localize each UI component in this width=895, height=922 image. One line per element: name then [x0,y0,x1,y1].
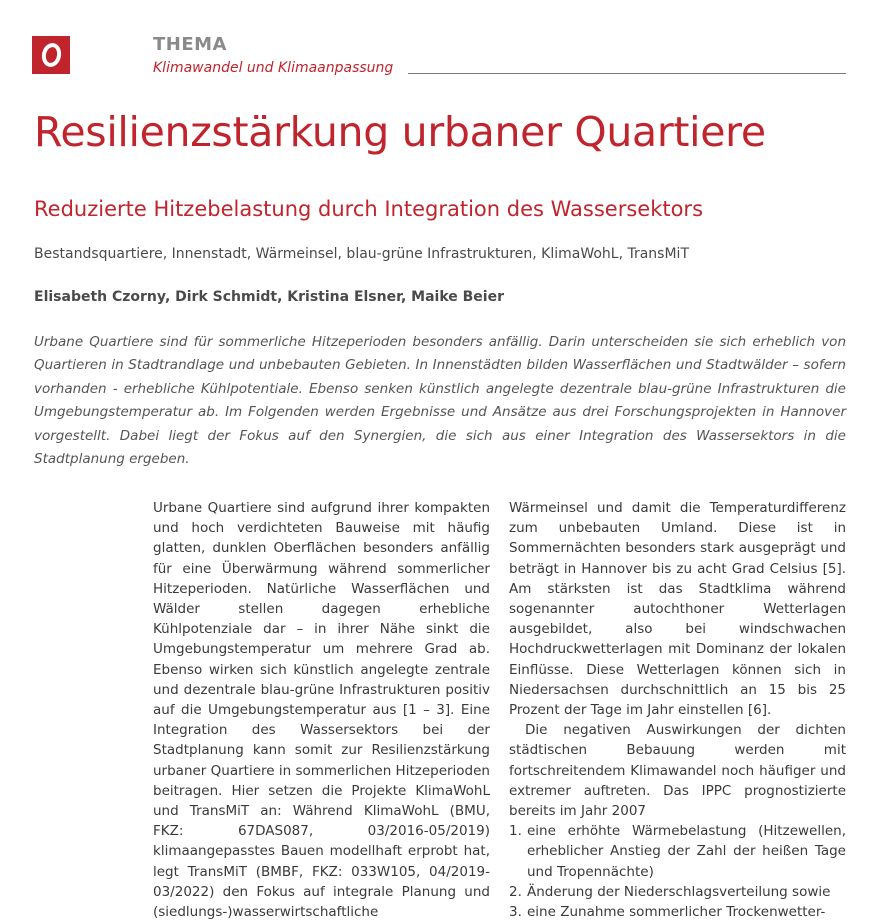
section-label: THEMA [153,34,227,55]
logo-ring-icon [39,41,63,68]
body-paragraph: Die negativen Auswirkungen der dichten städtischen Bebauung werden mit fortschreitendem Klimawandel noch häufiger und extremer auftreten. Das IPPC prognostizierte bereits im Jahr 2007 [509,722,846,820]
article-title: Resilienzstärkung urbaner Quartiere [34,108,766,156]
body-column-right [509,498,846,921]
list-item-text: eine erhöhte Wärmebelastung (Hitzewellen, erheblicher Anstieg der Zahl der heißen Tage und Tropennächte) [527,823,846,880]
publisher-logo [32,36,70,74]
article-authors: Elisabeth Czorny, Dirk Schmidt, Kristina Elsner, Maike Beier [34,289,504,305]
article-abstract: Urbane Quartiere sind für sommerliche Hitzeperioden besonders anfällig. Darin unterscheiden sie sich erheblich von Quartieren in Stadtrandlage und unbebauten Gebieten. In Innenstädten bilden Wasserflächen und Stadtwälder – sofern vorhanden - erhebliche Kühlpotentiale. Ebenso senken künstlich angelegte dezentrale blau-grüne Infrastrukturen die Umgebungstemperatur ab. Im Folgenden werden Ergebnisse und Ansätze aus drei Forschungsprojekten in Hannover vorgestellt. Dabei liegt der Fokus auf den Synergien, die sich aus einer Integration des Wassersektors in die Stadtplanung ergeben. [34,334,846,468]
article-subtitle: Reduzierte Hitzebelastung durch Integration des Wassersektors [34,197,704,221]
list-item [509,882,846,902]
list-item [509,821,846,882]
numbered-list [509,821,846,922]
body-paragraph: Wärmeinsel und damit die Temperaturdifferenz zum unbebauten Umland. Diese ist in Sommernächten besonders stark ausgeprägt und beträgt in Hannover bis zu acht Grad Celsius [5]. Am stärksten ist das Stadtklima während sogenannter autochthoner Wetterlagen ausgebildet, also bei windschwachen Hochdruckwetterlagen mit Dominanz der lokalen Einflüsse. Diese Wetterlagen können sich in Niedersachsen durchschnittlich an 15 bis 25 Prozent der Tage im Jahr einstellen [6]. [509,500,846,719]
list-item-text: Änderung der Niederschlagsverteilung sowie [527,883,831,900]
list-item-number: 1. [509,823,522,840]
article-keywords: Bestandsquartiere, Innenstadt, Wärmeinsel, blau-grüne Infrastrukturen, KlimaWohL, TransMiT [34,246,689,262]
list-item [509,902,846,922]
list-item-number: 3. [509,904,522,921]
body-paragraph: Urbane Quartiere sind aufgrund ihrer kompakten und hoch verdichteten Bauweise mit häufig glatten, dunklen Oberflächen besonders anfällig für eine Überwärmung während sommerlicher Hitzeperioden. Natürliche Wasserflächen und Wälder stellen dagegen erhebliche Kühlpotenziale dar – in ihrer Nähe sinkt die Umgebungstemperatur um mehrere Grad ab. Ebenso wirken sich künstlich angelegte zentrale und dezentrale blau-grüne Infrastrukturen positiv auf die Umgebungstemperatur aus [1 – 3]. Eine Integration des Wassersektors bei der Stadtplanung kann somit zur Resilienzstärkung urbaner Quartiere in sommerlichen Hitzeperioden beitragen. Hier setzen die Projekte KlimaWohL und TransMiT an: Während KlimaWohL (BMU, FKZ: 67DAS087, 03/2016-05/2019) klimaangepasstes Bauen modellhaft erprobt hat, legt TransMiT (BMBF, FKZ: 033W105, 04/2019-03/2022) den Fokus auf integrale Planung und (siedlungs-)wasserwirtschaftliche [153,500,490,921]
list-item-number: 2. [509,883,522,900]
list-item-text: eine Zunahme sommerlicher Trockenwetter- [527,904,826,921]
header-divider [408,73,846,74]
section-subtitle: Klimawandel und Klimaanpassung [153,60,394,76]
body-column-left [153,498,490,921]
